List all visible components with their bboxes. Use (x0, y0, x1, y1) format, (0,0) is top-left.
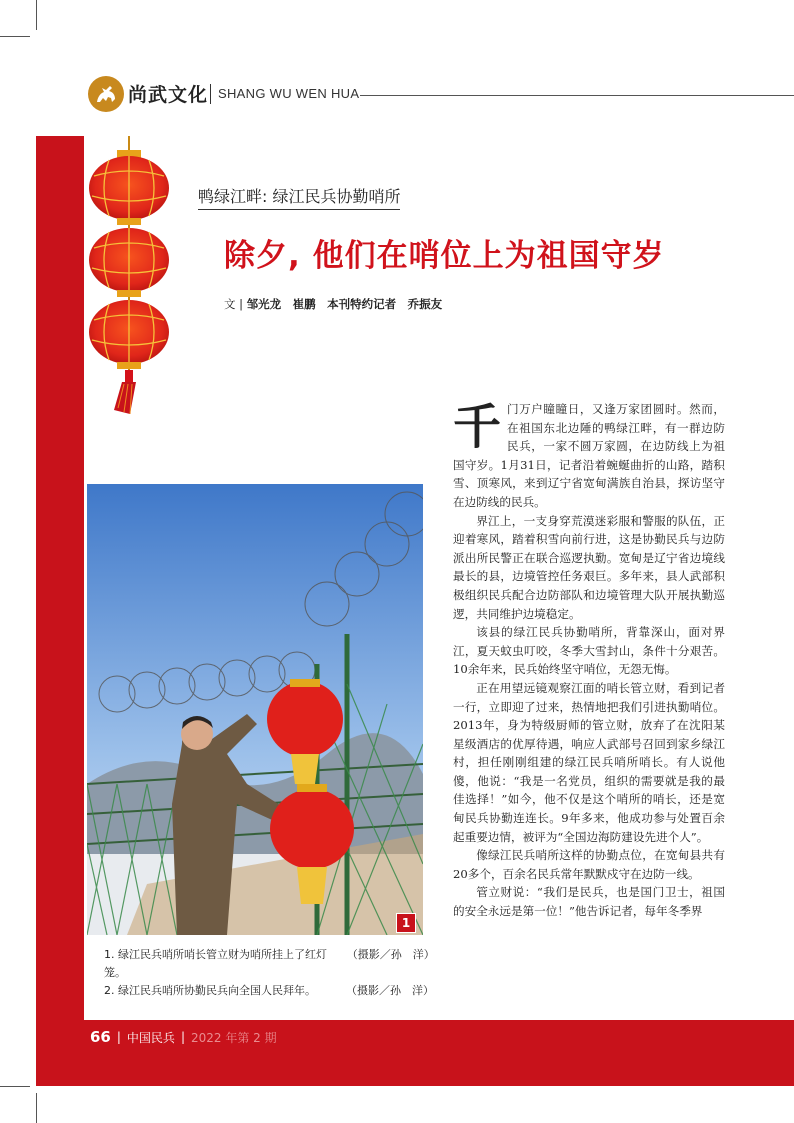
article-title: 除夕, 他们在哨位上为祖国守岁 (224, 238, 665, 274)
paragraph: 正在用望远镜观察江面的哨长管立财，看到记者一行，立即迎了过来，热情地把我们引进执勤哨位。2013年，身为特级厨师的管立财，放弃了在沈阳某星级酒店的优厚待遇，响应人武部号召回到家乡绿江村，担任刚刚组建的绿江民兵哨所哨长。有人说他傻，他说：“我是一名党员，组织的需要就是我的最佳选择！”如今，他不仅是这个哨所的哨长，还是宽甸民兵协勤连连长。9年多来，他成功参与处置百余起重要边情，被评为“全国边海防建设先进个人”。 (453, 680, 725, 844)
caption-row (104, 946, 434, 982)
article-photo (87, 484, 423, 935)
lantern-icon (89, 228, 169, 297)
paragraph: 界江上，一支身穿荒漠迷彩服和警服的队伍，正迎着寒风，踏着积雪向前行进，这是协勤民兵与边防派出所民警正在联合巡逻执勤。宽甸是辽宁省边境线最长的县，边境管控任务艰巨。多年来，县人武部积极组织民兵配合边防部队和边境管理大队开展执勤巡逻，共同维护边境稳定。 (453, 513, 725, 621)
horse-logo-icon (88, 76, 124, 112)
page-footer (90, 1028, 277, 1046)
caption-row (104, 982, 434, 1000)
paragraph: 该县的绿江民兵协勤哨所，背靠深山，面对界江，夏天蚊虫叮咬，冬季大雪封山，条件十分艰苦。10余年来，民兵始终坚守哨位，无怨无悔。 (453, 625, 725, 677)
crop-mark (0, 36, 30, 37)
caption-text: 2. 绿江民兵哨所协勤民兵向全国人民拜年。 (104, 984, 316, 997)
page-number: 66 (90, 1028, 111, 1046)
paragraph: 门万户瞳瞳日，又逢万家团圆时。然而，在祖国东北边陲的鸭绿江畔，有一群边防民兵，一家不圆万家圆，在边防线上为祖国守岁。1月31日，记者沿着蜿蜒曲折的山路，踏积雪、顶寒风，来到辽宁省宽甸满族自治县，探访坚守在边防线的民兵。 (453, 402, 725, 509)
photo-number-badge: 1 (396, 913, 416, 933)
lantern-icon (89, 300, 169, 369)
byline-prefix: 文 | (224, 297, 244, 311)
crop-mark (36, 1093, 37, 1123)
lantern-string-illustration (84, 136, 184, 426)
red-side-band (36, 136, 84, 1086)
lantern-icon (89, 150, 169, 225)
caption-text: 1. 绿江民兵哨所哨长管立财为哨所挂上了红灯笼。 (104, 948, 327, 979)
footer-divider: | (116, 1030, 121, 1044)
caption-credit: （摄影／孙 洋） (346, 948, 435, 961)
header-rule (360, 95, 794, 96)
section-title-pinyin: SHANG WU WEN HUA (218, 86, 360, 101)
paragraph: 管立财说：“我们是民兵，也是国门卫士，祖国的安全永远是第一位！”他告诉记者，每年冬季界 (453, 885, 725, 919)
crop-mark (0, 1086, 30, 1087)
photo-captions (104, 946, 434, 1000)
drop-cap: 千 (453, 399, 502, 455)
section-title: 尚武文化 (128, 84, 209, 106)
issue-label: 2022 年第 2 期 (190, 1030, 277, 1045)
header-divider (210, 84, 211, 104)
paragraph: 像绿江民兵哨所这样的协勤点位，在宽甸县共有20多个，百余名民兵常年默默戍守在边防一线。 (453, 848, 725, 881)
crop-mark (36, 0, 37, 30)
article-body (453, 400, 725, 921)
tassel-icon (114, 370, 136, 414)
footer-divider: | (180, 1030, 185, 1044)
caption-credit: （摄影／孙 洋） (346, 984, 434, 997)
article-subtitle: 鸭绿江畔: 绿江民兵协勤哨所 (198, 184, 400, 210)
byline (224, 296, 442, 312)
magazine-name: 中国民兵 (126, 1030, 175, 1045)
byline-authors: 邹光龙 崔鹏 本刊特约记者 乔振友 (246, 297, 443, 311)
